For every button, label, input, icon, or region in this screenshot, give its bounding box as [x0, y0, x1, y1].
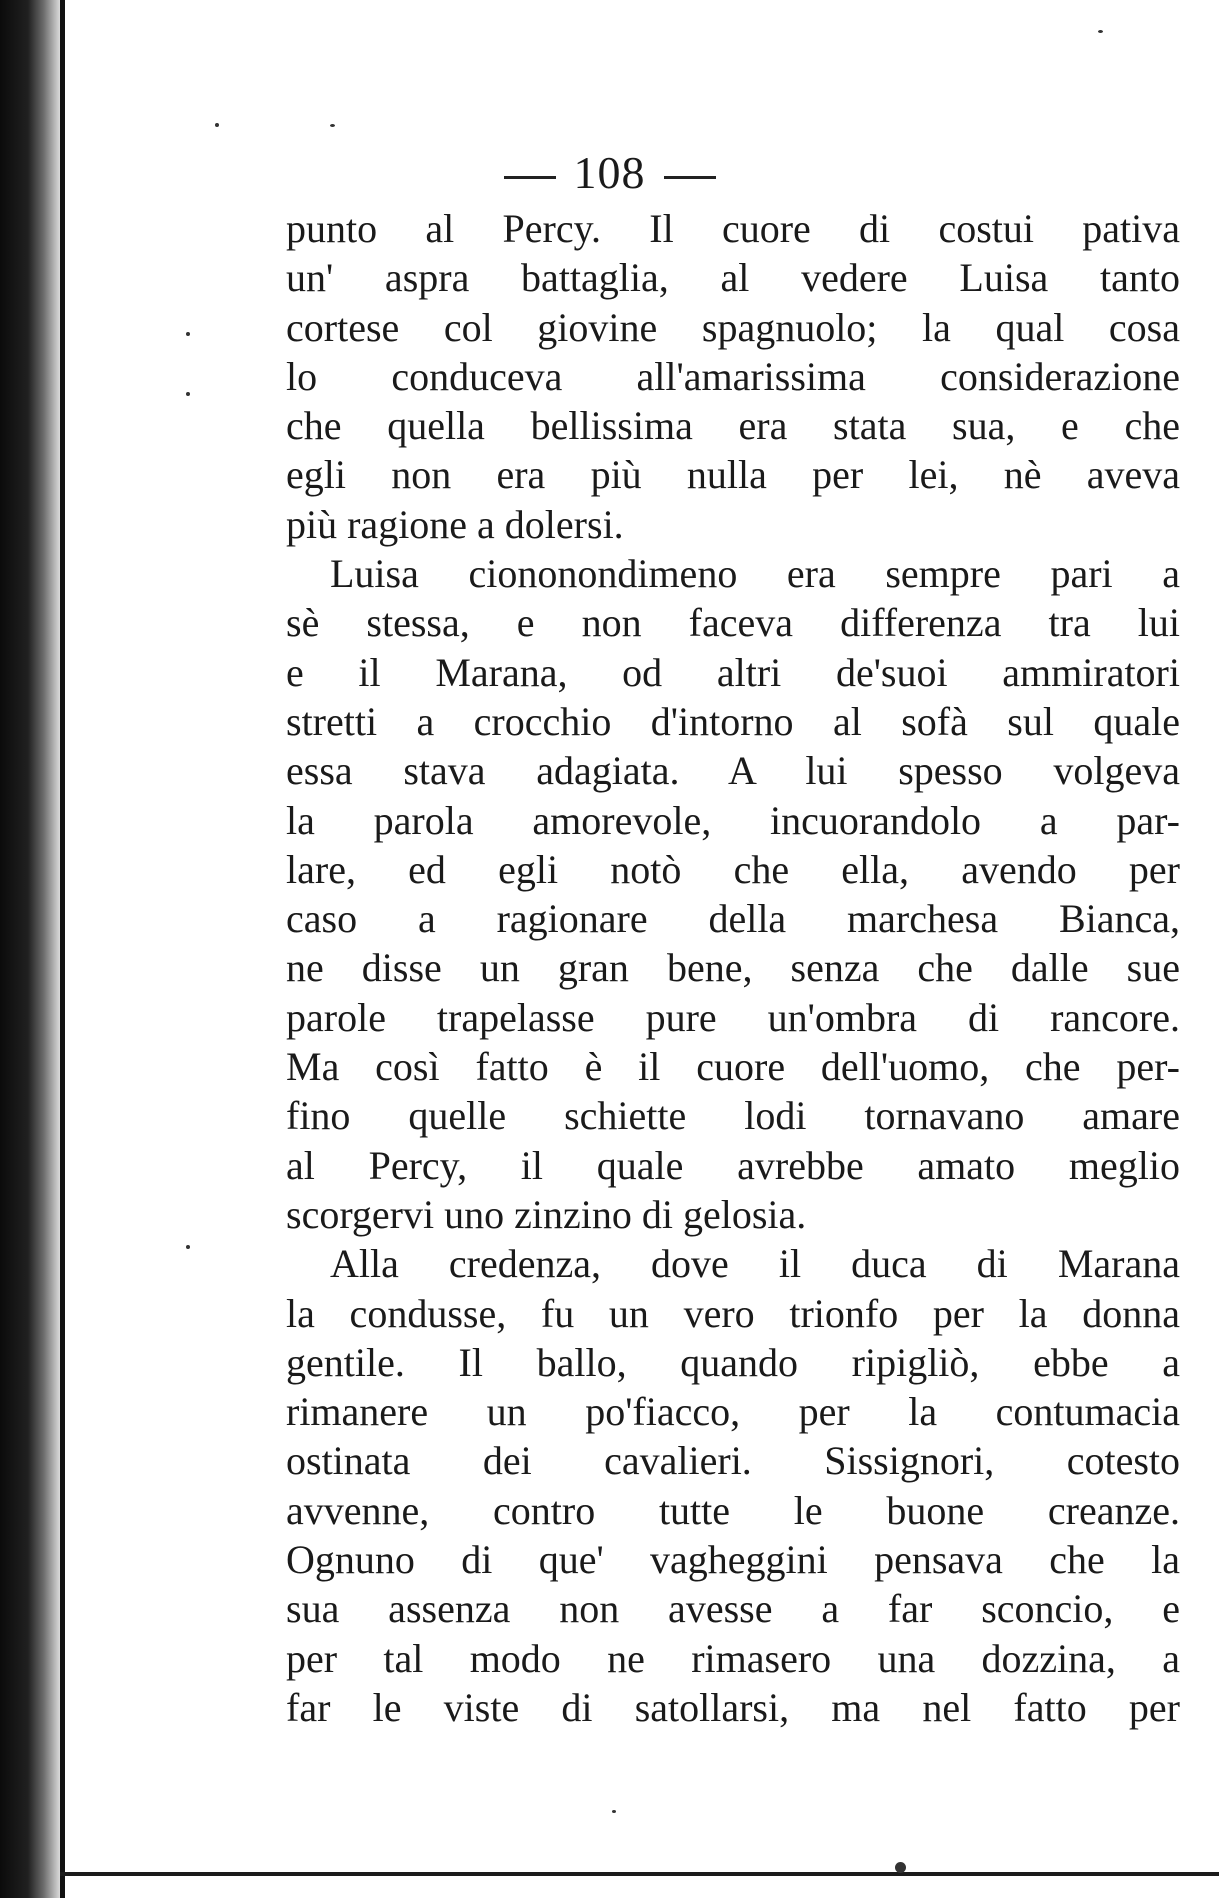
text-line: fino quelle schiette lodi tornavano amare [286, 1093, 1180, 1139]
text-line: Luisa ciononondimeno era sempre pari a [330, 551, 1180, 597]
text-line: sè stessa, e non faceva differenza tra lui [286, 600, 1180, 646]
ink-speck [1098, 30, 1103, 33]
text-line: far le viste di satollarsi, ma nel fatto per [286, 1684, 1180, 1730]
text-line: e il Marana, od altri de'suoi ammiratori [286, 649, 1180, 695]
ink-speck [186, 332, 190, 336]
text-line: Alla credenza, dove il duca di Marana [330, 1241, 1180, 1287]
text-line: caso a ragionare della marchesa Bianca, [286, 896, 1180, 942]
text-line: più ragione a dolersi. [286, 501, 624, 547]
text-line: cortese col giovine spagnuolo; la qual cosa [286, 304, 1180, 350]
page-bottom-edge [60, 1872, 1219, 1876]
text-line: ostinata dei cavalieri. Sissignori, cotesto [286, 1438, 1180, 1484]
text-line: per tal modo ne rimasero una dozzina, a [286, 1635, 1180, 1681]
ink-speck [215, 123, 219, 127]
text-line: la condusse, fu un vero trionfo per la donna [286, 1290, 1180, 1336]
text-line: sua assenza non avesse a far sconcio, e [286, 1586, 1180, 1632]
text-line: parole trapelasse pure un'ombra di rancore. [286, 994, 1180, 1040]
body-text [286, 204, 1180, 1732]
page-number-header [0, 146, 1219, 199]
book-spine-shadow [0, 0, 62, 1898]
text-line: scorgervi uno zinzino di gelosia. [286, 1191, 807, 1237]
ink-speck [186, 1245, 190, 1249]
text-line: Ognuno di que' vagheggini pensava che la [286, 1537, 1180, 1583]
page-left-edge [60, 0, 65, 1898]
text-line: punto al Percy. Il cuore di costui pativa [286, 206, 1180, 251]
text-line: un' aspra battaglia, al vedere Luisa tanto [286, 255, 1180, 301]
ink-speck [186, 392, 190, 396]
text-line: Ma così fatto è il cuore dell'uomo, che per- [286, 1044, 1180, 1090]
text-line: essa stava adagiata. A lui spesso volgeva [286, 748, 1180, 794]
text-line: lare, ed egli notò che ella, avendo per [286, 846, 1180, 892]
text-line: stretti a crocchio d'intorno al sofà sul quale [286, 698, 1180, 744]
text-line: ne disse un gran bene, senza che dalle sue [286, 945, 1180, 991]
text-line: al Percy, il quale avrebbe amato meglio [286, 1142, 1180, 1188]
ink-speck [612, 1810, 616, 1813]
text-line: egli non era più nulla per lei, nè aveva [286, 452, 1180, 498]
header-dash-right [664, 176, 716, 179]
text-line: rimanere un po'fiacco, per la contumacia [286, 1389, 1180, 1435]
page-number: 108 [573, 147, 646, 198]
text-line: che quella bellissima era stata sua, e che [286, 403, 1180, 449]
ink-speck [330, 124, 335, 127]
text-line: la parola amorevole, incuorandolo a par- [286, 797, 1180, 843]
ink-speck [895, 1862, 906, 1873]
header-dash-left [504, 176, 556, 179]
text-line: gentile. Il ballo, quando ripigliò, ebbe a [286, 1339, 1180, 1385]
text-line: lo conduceva all'amarissima considerazione [286, 353, 1180, 399]
text-line: avvenne, contro tutte le buone creanze. [286, 1487, 1180, 1533]
